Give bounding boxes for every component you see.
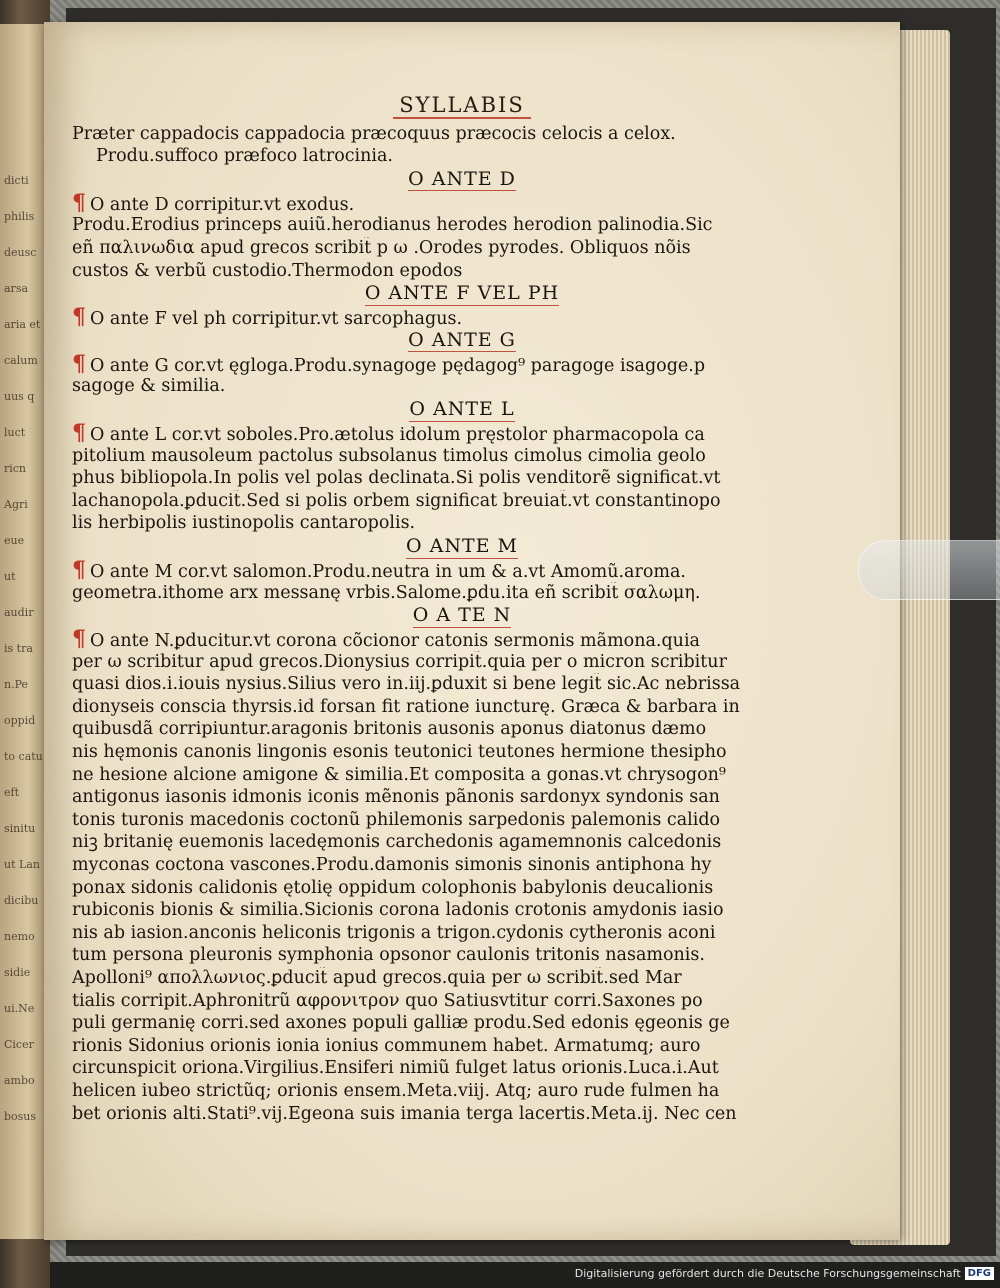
prev-page-fragment: ricn xyxy=(4,462,27,475)
text-line xyxy=(72,854,852,877)
text-line-content: lis herbipolis iustinopolis cantaropolis. xyxy=(72,513,416,534)
text-line xyxy=(72,718,852,741)
prev-page-fragment: ut Lan xyxy=(4,858,40,871)
prev-page-fragment: arsa xyxy=(4,282,29,295)
text-line xyxy=(72,764,852,787)
text-line-content: puli germanię corri.sed axones populi galliæ produ.Sed edonis ęgeonis ge xyxy=(72,1013,730,1034)
text-line xyxy=(72,445,852,468)
section-heading-wrap xyxy=(72,329,852,353)
text-line xyxy=(72,696,852,719)
rubric-mark-icon: ¶ xyxy=(72,558,86,582)
text-line-content: O ante F vel ph corripitur.vt sarcophagus. xyxy=(90,309,463,329)
manuscript-page xyxy=(44,22,900,1240)
section-heading: O ANTE F VEL PH xyxy=(364,282,560,305)
prev-page-fragment: n.Pe xyxy=(4,678,28,691)
text-line-content: ne hesione alcione amigone & similia.Et composita a gonas.vt chrysogon⁹ xyxy=(72,764,726,785)
text-line-content: circunspicit oriona.Virgilius.Ensiferi nimiũ fulget latus orionis.Luca.i.Aut xyxy=(72,1058,719,1079)
text-line xyxy=(72,944,852,967)
text-line xyxy=(72,192,852,215)
text-line xyxy=(72,1057,852,1080)
text-line xyxy=(72,214,852,237)
prev-page-fragment: bosus xyxy=(4,1110,37,1123)
text-line xyxy=(72,786,852,809)
footer-note xyxy=(575,1267,994,1280)
text-line xyxy=(72,741,852,764)
prev-page-fragment: deusc xyxy=(4,246,37,259)
prev-page-fragment: is tra xyxy=(4,642,33,655)
text-line-content: eñ παλινωδια apud grecos scribit̃ p ω .Orodes pyrodes. Obliquos nõis xyxy=(72,237,691,258)
text-line xyxy=(72,1103,852,1126)
text-line-content: bet orionis alti.Stati⁹.vij.Egeona suis imania terga lacertis.Meta.ij. Nec cen xyxy=(72,1103,737,1124)
section-heading: O ANTE M xyxy=(406,534,518,557)
section-heading: O ANTE D xyxy=(408,167,516,190)
prev-page-fragment: Cicer xyxy=(4,1038,34,1051)
text-line xyxy=(72,422,852,445)
prev-page-fragment: nemo xyxy=(4,930,35,943)
prev-page-fragment: eft xyxy=(4,786,20,799)
text-line-content: quasi dios.i.iouis nysius.Silius vero in.iij.ꝑduxit si bene legit̃ sic.Ac nebrissa xyxy=(72,674,741,695)
text-line xyxy=(72,967,852,990)
section-heading-wrap xyxy=(72,535,852,559)
text-line xyxy=(72,490,852,513)
page-clip xyxy=(858,540,1000,600)
text-line-content: O ante G cor.vt ęgloga.Produ.synagoge pędagog⁹ paragoge isagoge.p xyxy=(90,355,706,376)
prev-page-fragment: luct xyxy=(4,426,26,439)
text-line-content: rionis Sidonius orionis ionia ionius communem habet. Armatumq; auro xyxy=(72,1035,701,1056)
prev-page-fragment: aria et xyxy=(4,318,41,331)
text-line-content: tialis corripit.Aphronitrũ αφρονιτρον quo Satiusvtitur corri.Saxones po xyxy=(72,990,703,1011)
text-line-content: quibusdã corripiuntur.aragonis britonis ausonis aponus diatonus dæmo xyxy=(72,719,707,740)
prev-page-fragment: sinitu xyxy=(4,822,36,835)
section-heading: O ANTE G xyxy=(408,328,516,351)
text-line xyxy=(72,237,852,260)
text-line xyxy=(72,628,852,651)
dfg-logo: DFG xyxy=(965,1267,994,1280)
prev-page-fragment: Agri xyxy=(4,498,28,511)
text-line-content: Produ.Erodius princeps auiũ.herodianus herodes herodion palinodia.Sic xyxy=(72,215,713,236)
text-line xyxy=(72,899,852,922)
page-text xyxy=(72,94,852,1125)
text-line-content: custos & verbũ custodio.Thermodon epodos xyxy=(72,260,463,281)
text-line-content: myconas coctona vascones.Produ.damonis simonis sinonis antiphona hy xyxy=(72,855,712,876)
text-line xyxy=(72,1012,852,1035)
rubric-mark-icon: ¶ xyxy=(72,421,86,445)
section-heading: O ANTE L xyxy=(409,397,515,420)
text-line-content: helicen iubeo strictũq; orionis ensem.Meta.viij. Atq; auro rude fulmen ha xyxy=(72,1080,720,1101)
prev-page-fragment: calum xyxy=(4,354,38,367)
text-line xyxy=(72,809,852,832)
prev-page-fragment: eue xyxy=(4,534,25,547)
rubric-mark-icon: ¶ xyxy=(72,191,86,215)
text-line-content: O ante D corripitur.vt exodus. xyxy=(90,194,355,215)
text-line-content: O ante M cor.vt salomon.Produ.neutra in um & a.vt Amomũ.aroma. xyxy=(90,561,686,582)
text-line xyxy=(72,990,852,1013)
rubric-mark-icon: ¶ xyxy=(72,628,86,651)
text-line-content: phus bibliopola.In polis vel polas declinata.Si polis venditorẽ significat.vt xyxy=(72,468,721,489)
text-line-content: nis ab iasion.anconis heliconis trigonis a trigon.cydonis cytheronis aconi xyxy=(72,922,716,943)
text-line-content: Apolloni⁹ απολλωνιος.ꝑducit̃ apud grecos.quia per ω scribit̃.sed Mar xyxy=(72,968,682,988)
section-heading-wrap xyxy=(72,168,852,192)
text-line xyxy=(72,512,852,535)
text-line xyxy=(72,1035,852,1058)
prev-page-fragment: philis xyxy=(4,210,35,223)
prev-page-fragment: ambo xyxy=(4,1074,35,1087)
text-line-content: tum persona pleuronis symphonia opsonor caulonis tritonis nasamonis. xyxy=(72,945,705,966)
text-line xyxy=(72,559,852,582)
footer-note-text: Digitalisierung gefördert durch die Deutsche Forschungsgemeinschaft xyxy=(574,1267,961,1280)
text-line-content: O ante L cor.vt soboles.Pro.ætolus idolum pręstolor pharmacopola ca xyxy=(90,424,705,445)
prev-page-fragment: uus q xyxy=(4,390,35,403)
text-line-content: rubiconis bionis & similia.Sicionis corona ladonis crotonis amydonis iasio xyxy=(72,900,724,921)
prev-page-fragment: audir xyxy=(4,606,34,619)
text-line xyxy=(72,651,852,674)
section-heading: O A TE N xyxy=(412,604,512,627)
text-line xyxy=(72,831,852,854)
prev-page-fragment: dicibu xyxy=(4,894,39,907)
text-line: Produ.suffoco præfoco latrocinia. xyxy=(96,146,393,167)
prev-page-fragment: dicti xyxy=(4,174,29,187)
previous-page-edge xyxy=(0,24,46,1239)
text-line xyxy=(72,306,852,329)
rubric-mark-icon: ¶ xyxy=(72,352,86,376)
prev-page-fragment: ut xyxy=(4,570,16,583)
text-line-content: O ante N.ꝑducitur.vt corona cõcionor catonis sermonis mãmona.quia xyxy=(90,631,700,651)
text-line-content: pitolium mausoleum pactolus subsolanus timolus cimolus cimolia geolo xyxy=(72,445,706,466)
rubric-mark-icon: ¶ xyxy=(72,306,86,329)
text-line xyxy=(72,260,852,283)
text-line xyxy=(72,1080,852,1103)
text-line xyxy=(72,673,852,696)
page-title: SYLLABIS xyxy=(393,94,530,119)
text-line-content: per ω scribitur apud grecos.Dionysius corripit̃.quia per o micron scribitur xyxy=(72,651,727,672)
text-line-content: geometra.ithome arx messanę vrbis.Salome.ꝑdu.ita eñ scribit̃ σαλωμη. xyxy=(72,582,701,603)
section-heading-wrap xyxy=(72,604,852,628)
text-line xyxy=(72,467,852,490)
text-line xyxy=(72,375,852,398)
text-line: Præter cappadocis cappadocia præcoquus præcocis celocis a celox. xyxy=(72,123,676,144)
text-line-content: nis hęmonis canonis lingonis esonis teutonici teutones hermione thesipho xyxy=(72,742,727,763)
text-line xyxy=(72,353,852,376)
text-line xyxy=(72,877,852,900)
text-line-content: ponax sidonis calidonis ętolię oppidum colophonis babylonis deucalionis xyxy=(72,877,714,898)
section-heading-wrap xyxy=(72,282,852,306)
prev-page-fragment: sidie xyxy=(4,966,31,979)
text-line-content: lachanopola.ꝑducit̃.Sed si polis orbem significat breuiat̃.vt constantinopo xyxy=(72,490,721,511)
text-line xyxy=(72,582,852,605)
prev-page-fragment: to catu xyxy=(4,750,43,763)
text-line-content: sagoge & similia. xyxy=(72,376,226,397)
text-line-content: niꝫ britanię euemonis lacedęmonis carchedonis agamemnonis calcedonis xyxy=(72,832,722,853)
prev-page-fragment: oppid xyxy=(4,714,36,727)
text-line-content: antigonus iasonis idmonis iconis mẽnonis pãnonis sardonyx syndonis san xyxy=(72,787,720,808)
title-wrap xyxy=(72,94,852,119)
prev-page-fragment: ui.Ne xyxy=(4,1002,35,1015)
section-heading-wrap xyxy=(72,398,852,422)
text-line-content: tonis turonis macedonis coctonũ philemonis sarpedonis palemonis calido xyxy=(72,809,721,830)
text-line-content: dionyseis conscia thyrsis.id forsan fit ratione iuncturę. Græca & barbara in xyxy=(72,696,740,717)
text-line xyxy=(72,922,852,945)
